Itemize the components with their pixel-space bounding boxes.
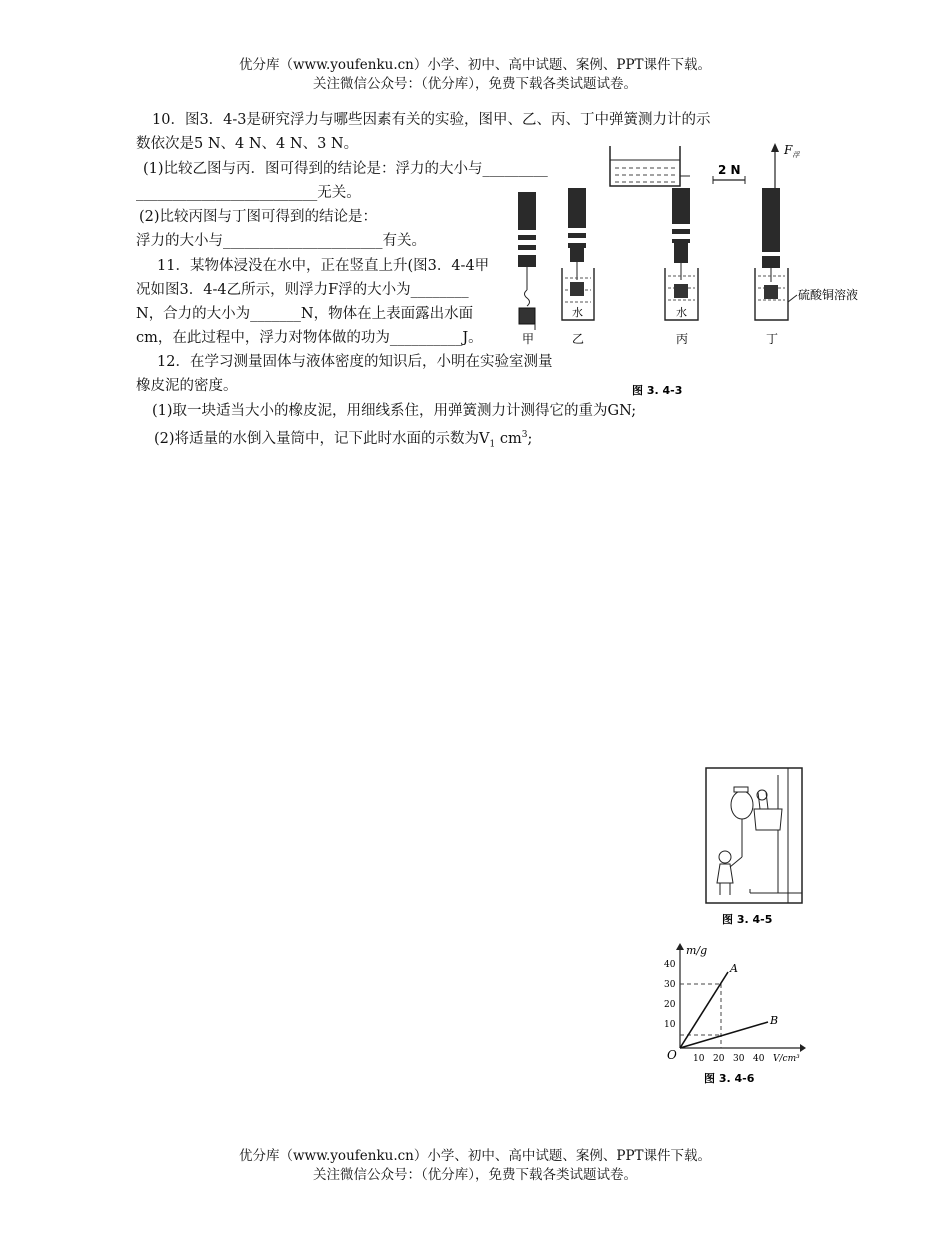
q11-line-2: 况如图3．4-4乙所示，则浮力F浮的大小为________	[136, 282, 469, 298]
q11-line-3: N，合力的大小为_______N，物体在上表面露出水面	[136, 306, 474, 322]
ytick-30: 30	[664, 980, 676, 990]
q12-line-1: 12．在学习测量固体与液体密度的知识后，小明在实验室测量	[157, 354, 553, 370]
panel-label-jia: 甲	[522, 332, 535, 346]
panel-label-yi: 乙	[572, 332, 585, 346]
water-label-bing: 水	[676, 306, 687, 319]
q10-1-line-2: _________________________无关。	[136, 185, 361, 201]
q12-2-prefix: (2)将适量的水倒入量筒中，记下此时水面的示数为V	[154, 430, 490, 447]
buoyancy-arrow	[771, 143, 800, 190]
label-f-main: F	[784, 143, 793, 157]
q10-2-line-2: 浮力的大小与______________________有关。	[136, 233, 426, 249]
axis-ylabel: m/g	[686, 944, 708, 957]
q12-1: (1)取一块适当大小的橡皮泥，用细线系住，用弹簧测力计测得它的重为GN;	[152, 403, 637, 419]
scale-2n	[713, 163, 745, 184]
panel-yi	[562, 188, 594, 320]
q12-2	[154, 425, 532, 455]
header-line-2: 关注微信公众号：（优分库），免费下载各类试题试卷。	[313, 76, 637, 92]
line-a-label: A	[730, 962, 738, 975]
page-header	[0, 56, 950, 94]
q10-line-1: 10．图3．4-3是研究浮力与哪些因素有关的实验，图甲、乙、丙、丁中弹簧测力计的示	[152, 112, 711, 128]
ytick-20: 20	[664, 1000, 676, 1010]
caption-3-4-3: 图 3. 4-3	[632, 384, 683, 397]
q12-line-2: 橡皮泥的密度。	[136, 378, 238, 394]
panel-bing	[665, 188, 698, 320]
axis-xlabel: V/cm³	[773, 1054, 800, 1064]
panel-ding	[755, 188, 858, 320]
figure-3-4-3	[505, 140, 885, 402]
line-b-label: B	[770, 1014, 779, 1027]
footer-line-1: 优分库（www.youfenku.cn）小学、初中、高中试题、案例、PPT课件下载。	[238, 1148, 712, 1164]
label-f-sub: 浮	[792, 151, 800, 159]
panel-label-bing: 丙	[676, 332, 689, 346]
figure-3-4-5	[700, 765, 810, 930]
water-tank	[610, 146, 690, 186]
label-f	[783, 143, 800, 159]
header-line-1: 优分库（www.youfenku.cn）小学、初中、高中试题、案例、PPT课件下载。	[238, 57, 712, 73]
xtick-20: 20	[713, 1054, 725, 1064]
panel-jia	[518, 192, 536, 330]
q12-2-end: ;	[527, 430, 533, 447]
label-2n: 2 N	[718, 163, 741, 177]
footer-line-2: 关注微信公众号：（优分库），免费下载各类试题试卷。	[313, 1167, 637, 1183]
q12-2-sub: 1	[489, 439, 496, 450]
liquid-label: 硫酸铜溶液	[798, 288, 859, 302]
q10-line-2: 数依次是5 N、4 N、4 N、3 N。	[136, 136, 359, 152]
q11-line-1: 11．某物体浸没在水中，正在竖直上升(图3．4-4甲	[157, 258, 490, 274]
origin-label: O	[667, 1048, 677, 1062]
q12-2-unit: cm	[495, 430, 522, 447]
caption-3-4-5: 图 3. 4-5	[722, 913, 773, 926]
ytick-40: 40	[664, 960, 676, 970]
page-footer	[0, 1147, 950, 1185]
q11-line-4: cm，在此过程中，浮力对物体做的功为__________J。	[136, 330, 483, 346]
xtick-40: 40	[753, 1054, 765, 1064]
xtick-30: 30	[733, 1054, 745, 1064]
caption-3-4-6: 图 3. 4-6	[704, 1072, 755, 1085]
panel-label-ding: 丁	[766, 332, 779, 346]
q12-2-sup: 3	[521, 430, 528, 440]
xtick-10: 10	[693, 1054, 705, 1064]
figure-3-4-6	[660, 940, 810, 1090]
q10-1-line-1: (1)比较乙图与丙．图可得到的结论是：浮力的大小与_________	[143, 161, 548, 177]
ytick-10: 10	[664, 1020, 676, 1030]
water-label-yi: 水	[572, 306, 583, 319]
q10-2-line-1: (2)比较丙图与丁图可得到的结论是：	[139, 209, 378, 225]
